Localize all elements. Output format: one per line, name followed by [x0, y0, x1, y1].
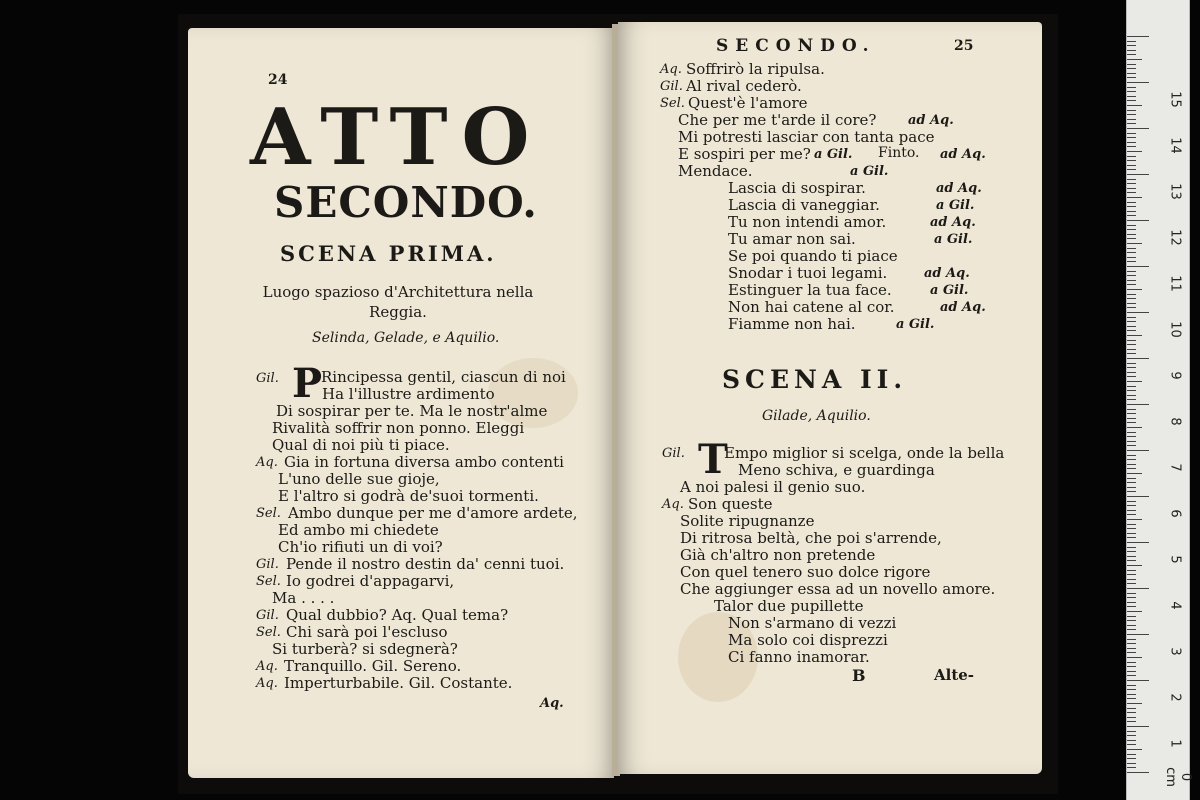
ruler-tick — [1127, 87, 1136, 88]
ruler-tick — [1127, 524, 1136, 525]
ruler-tick — [1127, 349, 1136, 350]
verse-line: Ma solo coi disprezzi — [728, 631, 888, 649]
verse-line: Che per me t'arde il core? — [678, 111, 877, 129]
speaker-label: Sel. — [256, 574, 281, 589]
ruler-tick — [1127, 468, 1136, 469]
verse-line: Tranquillo. Gil. Sereno. — [284, 657, 462, 675]
ruler-tick — [1127, 537, 1136, 538]
ruler-number: 2 — [1167, 693, 1183, 702]
drop-cap: P — [292, 360, 323, 407]
ruler-tick — [1127, 188, 1136, 189]
ruler-tick — [1127, 754, 1136, 755]
ruler-number: 1 — [1167, 739, 1183, 748]
ruler-tick — [1127, 671, 1136, 672]
ruler-tick — [1127, 202, 1136, 203]
ruler-number: 12 — [1167, 229, 1183, 246]
ruler-tick — [1127, 560, 1136, 561]
ruler-tick — [1127, 317, 1136, 318]
scene-characters: Gilade, Aquilio. — [762, 408, 871, 424]
ruler-tick — [1127, 376, 1136, 377]
ruler-number: 4 — [1167, 601, 1183, 610]
ruler-tick — [1127, 602, 1136, 603]
stage-direction: a Gil. — [934, 232, 973, 247]
speaker-label: Aq. — [256, 659, 278, 674]
verse-line — [256, 368, 279, 386]
ruler-tick — [1127, 123, 1136, 124]
ruler-tick — [1127, 519, 1142, 520]
ruler-tick — [1127, 666, 1136, 667]
ruler-number: 15 — [1167, 91, 1183, 108]
ruler-tick — [1127, 726, 1149, 727]
ruler-tick — [1127, 105, 1142, 106]
act-title: ATTO — [250, 92, 544, 183]
ruler-tick — [1127, 280, 1136, 281]
ruler-tick — [1127, 367, 1136, 368]
ruler-tick — [1127, 156, 1136, 157]
verse-line: Di ritrosa beltà, che poi s'arrende, — [680, 529, 942, 547]
ruler-tick — [1127, 284, 1136, 285]
catchword: Alte- — [934, 666, 975, 684]
ruler-tick — [1127, 243, 1142, 244]
ruler-tick — [1127, 767, 1136, 768]
speaker-label: Sel. — [256, 506, 281, 521]
ruler-tick — [1127, 450, 1149, 451]
ruler-tick — [1127, 744, 1136, 745]
verse-line: Gia in fortuna diversa ambo contenti — [284, 453, 564, 471]
ruler-tick — [1127, 611, 1142, 612]
speaker-label: Aq. — [256, 455, 278, 470]
speaker-label: Gil. — [660, 79, 683, 94]
ruler-tick — [1127, 749, 1142, 750]
ruler-tick — [1127, 404, 1149, 405]
speaker-label: Gil. — [662, 446, 685, 461]
ruler-tick — [1127, 432, 1136, 433]
ruler-tick — [1127, 593, 1136, 594]
ruler-tick — [1127, 473, 1142, 474]
ruler-tick — [1127, 620, 1136, 621]
verse-line: Non hai catene al cor. — [728, 298, 895, 316]
stage-direction: a Gil. — [850, 164, 889, 179]
stage-direction: a Gil. — [814, 147, 853, 162]
ruler-tick — [1127, 501, 1136, 502]
ruler-tick — [1127, 455, 1136, 456]
ruler-tick — [1127, 445, 1136, 446]
ruler-tick — [1127, 597, 1136, 598]
verse-line: Ci fanno inamorar. — [728, 648, 870, 666]
ruler-tick — [1127, 772, 1149, 773]
verse-line: Estinguer la tua face. — [728, 281, 892, 299]
ruler-tick — [1127, 307, 1136, 308]
ruler-tick — [1127, 694, 1136, 695]
verse-line: Qual di noi più ti piace. — [272, 436, 450, 454]
ruler-tick — [1127, 413, 1136, 414]
signature-mark: B — [852, 666, 866, 685]
ruler-tick — [1127, 735, 1136, 736]
verse-line: Ha l'illustre ardimento — [322, 385, 495, 403]
verse-line: Non s'armano di vezzi — [728, 614, 897, 632]
ruler-tick — [1127, 395, 1136, 396]
ruler-tick — [1127, 100, 1136, 101]
ruler-tick — [1127, 165, 1136, 166]
verse-line: E sospiri per me? — [678, 145, 811, 163]
ruler-tick — [1127, 234, 1136, 235]
ruler-tick — [1127, 574, 1136, 575]
ruler-tick — [1127, 758, 1136, 759]
ruler-tick — [1127, 192, 1136, 193]
verse-line: Lascia di sospirar. — [728, 179, 866, 197]
ruler-tick — [1127, 662, 1136, 663]
ruler-tick — [1127, 436, 1136, 437]
ruler-tick — [1127, 390, 1136, 391]
verse-line: Quest'è l'amore — [688, 94, 808, 112]
ruler-tick — [1127, 326, 1136, 327]
ruler-tick — [1127, 482, 1136, 483]
verse-line: Solite ripugnanze — [680, 512, 815, 530]
ruler-tick — [1127, 183, 1136, 184]
verse-line: Di sospirar per te. Ma le nostr'alme — [276, 402, 548, 420]
ruler-tick — [1127, 386, 1136, 387]
ruler-tick — [1127, 505, 1136, 506]
ruler-number: 14 — [1167, 137, 1183, 154]
speaker-label: Gil. — [256, 557, 279, 572]
ruler-tick — [1127, 151, 1142, 152]
ruler-tick — [1127, 77, 1136, 78]
ruler-tick — [1127, 128, 1149, 129]
ruler-tick — [1127, 248, 1136, 249]
ruler-tick — [1127, 64, 1136, 65]
ruler-tick — [1127, 731, 1136, 732]
ruler-tick — [1127, 565, 1142, 566]
page-number-left: 24 — [268, 72, 288, 88]
left-page — [188, 28, 614, 778]
verse-line: Al rival cederò. — [686, 77, 802, 95]
stage-direction: Finto. — [878, 145, 920, 161]
ruler-tick — [1127, 275, 1136, 276]
ruler-tick — [1127, 570, 1136, 571]
ruler-tick — [1127, 330, 1136, 331]
verse-line: Che aggiunger essa ad un novello amore. — [680, 580, 996, 598]
ruler-tick — [1127, 45, 1136, 46]
ruler-tick — [1127, 266, 1149, 267]
verse-line: L'uno delle sue gioje, — [278, 470, 440, 488]
running-head: SECONDO. — [716, 36, 876, 56]
verse-line: Qual dubbio? Aq. Qual tema? — [286, 606, 509, 624]
verse-line: Mi potresti lasciar con tanta pace — [678, 128, 935, 146]
ruler-tick — [1127, 680, 1149, 681]
scene-heading: SCENA PRIMA. — [280, 241, 497, 266]
ruler-tick — [1127, 96, 1136, 97]
ruler-tick — [1127, 110, 1136, 111]
verse-line: Soffrirò la ripulsa. — [686, 60, 825, 78]
ruler-tick — [1127, 335, 1142, 336]
act-subtitle: SECONDO. — [274, 178, 538, 227]
ruler-number: 8 — [1167, 417, 1183, 426]
verse-line: Meno schiva, e guardinga — [738, 461, 935, 479]
ruler-number: 3 — [1167, 647, 1183, 656]
ruler-tick — [1127, 721, 1136, 722]
speaker-label: Aq. — [256, 676, 278, 691]
ruler-tick — [1127, 271, 1136, 272]
ruler-tick — [1127, 478, 1136, 479]
ruler-tick — [1127, 229, 1136, 230]
verse-line: Si turberà? si sdegnerà? — [272, 640, 458, 658]
verse-line: Talor due pupillette — [714, 597, 864, 615]
verse-line: Ambo dunque per me d'amore ardete, — [288, 504, 578, 522]
ruler-tick — [1127, 294, 1136, 295]
ruler-tick — [1127, 225, 1136, 226]
ruler-tick — [1127, 344, 1136, 345]
ruler-tick — [1127, 41, 1136, 42]
ruler-tick — [1127, 211, 1136, 212]
ruler-tick — [1127, 763, 1136, 764]
ruler-tick — [1127, 261, 1136, 262]
verse-line: Già ch'altro non pretende — [680, 546, 876, 564]
verse-line: Tu amar non sai. — [728, 230, 856, 248]
ruler-tick — [1127, 137, 1136, 138]
ruler-number: 9 — [1167, 371, 1183, 380]
stage-direction: ad Aq. — [940, 147, 986, 162]
verse-line: Ma . . . . — [272, 589, 335, 607]
ruler-tick — [1127, 399, 1136, 400]
ruler-tick — [1127, 551, 1136, 552]
ruler-number: 11 — [1167, 275, 1183, 292]
speaker-label: Gil. — [256, 608, 279, 623]
stage-direction: ad Aq. — [940, 300, 986, 315]
verse-line: Ch'io rifiuti un di voi? — [278, 538, 443, 556]
ruler-number: 6 — [1167, 509, 1183, 518]
verse-line: Chi sarà poi l'escluso — [286, 623, 448, 641]
speaker-label: Gil. — [256, 371, 279, 386]
ruler-tick — [1127, 114, 1136, 115]
ruler-tick — [1127, 698, 1136, 699]
ruler-tick — [1127, 50, 1136, 51]
ruler-tick — [1127, 68, 1136, 69]
verse-line: Rincipessa gentil, ciascun di noi — [321, 368, 566, 386]
ruler-tick — [1127, 422, 1136, 423]
stage-direction: a Gil. — [896, 317, 935, 332]
stage-direction: ad Aq. — [930, 215, 976, 230]
ruler-tick — [1127, 629, 1136, 630]
ruler-tick — [1127, 588, 1149, 589]
verse-line: Se poi quando ti piace — [728, 247, 898, 265]
ruler-tick — [1127, 427, 1142, 428]
ruler-tick — [1127, 133, 1136, 134]
scene-setting: Luogo spazioso d'Architettura nella Reggia. — [262, 283, 534, 321]
verse-line: Ed ambo mi chiedete — [278, 521, 439, 539]
catchword: Aq. — [540, 696, 564, 711]
ruler-number: 13 — [1167, 183, 1183, 200]
ruler-tick — [1127, 353, 1136, 354]
verse-line: Mendace. — [678, 162, 753, 180]
ruler-tick — [1127, 496, 1149, 497]
ruler-tick — [1127, 639, 1136, 640]
ruler-tick — [1127, 179, 1136, 180]
ruler-tick — [1127, 220, 1149, 221]
ruler-tick — [1127, 358, 1149, 359]
ruler-label: 0 cm — [1163, 767, 1193, 787]
verse-line: Snodar i tuoi legami. — [728, 264, 888, 282]
ruler-number: 5 — [1167, 555, 1183, 564]
scene-heading: SCENA II. — [722, 365, 908, 394]
ruler-tick — [1127, 312, 1149, 313]
ruler-tick — [1127, 238, 1136, 239]
verse-line: Empo miglior si scelga, onde la bella — [724, 444, 1005, 462]
ruler-tick — [1127, 528, 1136, 529]
ruler-tick — [1127, 708, 1136, 709]
ruler-tick — [1127, 464, 1136, 465]
ruler-tick — [1127, 643, 1136, 644]
ruler-tick — [1127, 712, 1136, 713]
stage-direction: ad Aq. — [936, 181, 982, 196]
ruler-tick — [1127, 372, 1136, 373]
ruler-tick — [1127, 487, 1136, 488]
ruler-tick — [1127, 556, 1136, 557]
ruler-tick — [1127, 215, 1136, 216]
ruler-tick — [1127, 542, 1149, 543]
drop-cap: T — [698, 436, 728, 483]
ruler-tick — [1127, 510, 1136, 511]
ruler-tick — [1127, 491, 1136, 492]
verse-line: Con quel tenero suo dolce rigore — [680, 563, 931, 581]
measuring-ruler — [1126, 0, 1193, 800]
right-page — [618, 22, 1042, 774]
speaker-label: Aq. — [662, 497, 684, 512]
ruler-tick — [1127, 606, 1136, 607]
stage-direction: ad Aq. — [908, 113, 954, 128]
stage-direction: a Gil. — [930, 283, 969, 298]
verse-line: Tu non intendi amor. — [728, 213, 887, 231]
ruler-tick — [1127, 321, 1136, 322]
ruler-tick — [1127, 169, 1136, 170]
ruler-tick — [1127, 174, 1149, 175]
ruler-tick — [1127, 652, 1136, 653]
speaker-label: Sel. — [256, 625, 281, 640]
page-number-right: 25 — [954, 38, 974, 54]
ruler-tick — [1127, 579, 1136, 580]
ruler-tick — [1127, 717, 1136, 718]
ruler-tick — [1127, 657, 1142, 658]
verse-line: Lascia di vaneggiar. — [728, 196, 880, 214]
verse-line: E l'altro si godrà de'suoi tormenti. — [278, 487, 539, 505]
stage-direction: ad Aq. — [924, 266, 970, 281]
ruler-tick — [1127, 648, 1136, 649]
ruler-tick — [1127, 634, 1149, 635]
ruler-tick — [1127, 409, 1136, 410]
ruler-tick — [1127, 689, 1136, 690]
ruler-tick — [1127, 340, 1136, 341]
ruler-tick — [1127, 625, 1136, 626]
ruler-tick — [1127, 91, 1136, 92]
ruler-tick — [1127, 583, 1136, 584]
verse-line: Imperturbabile. Gil. Costante. — [284, 674, 513, 692]
ruler-tick — [1127, 142, 1136, 143]
verse-line: Pende il nostro destin da' cenni tuoi. — [286, 555, 565, 573]
ruler-tick — [1127, 703, 1142, 704]
ruler-number: 10 — [1167, 321, 1183, 338]
ruler-tick — [1127, 547, 1136, 548]
speaker-label: Sel. — [660, 96, 685, 111]
verse-line: Fiamme non hai. — [728, 315, 856, 333]
ruler-tick — [1127, 54, 1136, 55]
ruler-tick — [1127, 160, 1136, 161]
verse-line: A noi palesi il genio suo. — [680, 478, 866, 496]
ruler-tick — [1127, 459, 1136, 460]
ruler-tick — [1127, 441, 1136, 442]
ruler-tick — [1127, 303, 1136, 304]
ruler-tick — [1127, 119, 1136, 120]
ruler-tick — [1127, 82, 1149, 83]
ruler-tick — [1127, 616, 1136, 617]
ruler-tick — [1127, 363, 1136, 364]
ruler-tick — [1127, 36, 1149, 37]
ruler-tick — [1127, 289, 1142, 290]
ruler-tick — [1127, 197, 1142, 198]
speaker-label: Aq. — [660, 62, 682, 77]
ruler-tick — [1127, 252, 1136, 253]
ruler-tick — [1127, 675, 1136, 676]
stage-direction: a Gil. — [936, 198, 975, 213]
ruler-tick — [1127, 381, 1142, 382]
ruler-tick — [1127, 73, 1136, 74]
ruler-tick — [1127, 533, 1136, 534]
ruler-tick — [1127, 206, 1136, 207]
ruler-number: 7 — [1167, 463, 1183, 472]
ruler-tick — [1127, 685, 1136, 686]
ruler-tick — [1127, 740, 1136, 741]
verse-line: Io godrei d'appagarvi, — [286, 572, 455, 590]
ruler-tick — [1127, 298, 1136, 299]
ruler-tick — [1127, 257, 1136, 258]
verse-line: Rivalità soffrir non ponno. Eleggi — [272, 419, 525, 437]
ruler-tick — [1127, 418, 1136, 419]
ruler-tick — [1127, 146, 1136, 147]
ruler-tick — [1127, 514, 1136, 515]
verse-line: Son queste — [688, 495, 773, 513]
scene-characters: Selinda, Gelade, e Aquilio. — [312, 330, 500, 346]
ruler-tick — [1127, 59, 1142, 60]
